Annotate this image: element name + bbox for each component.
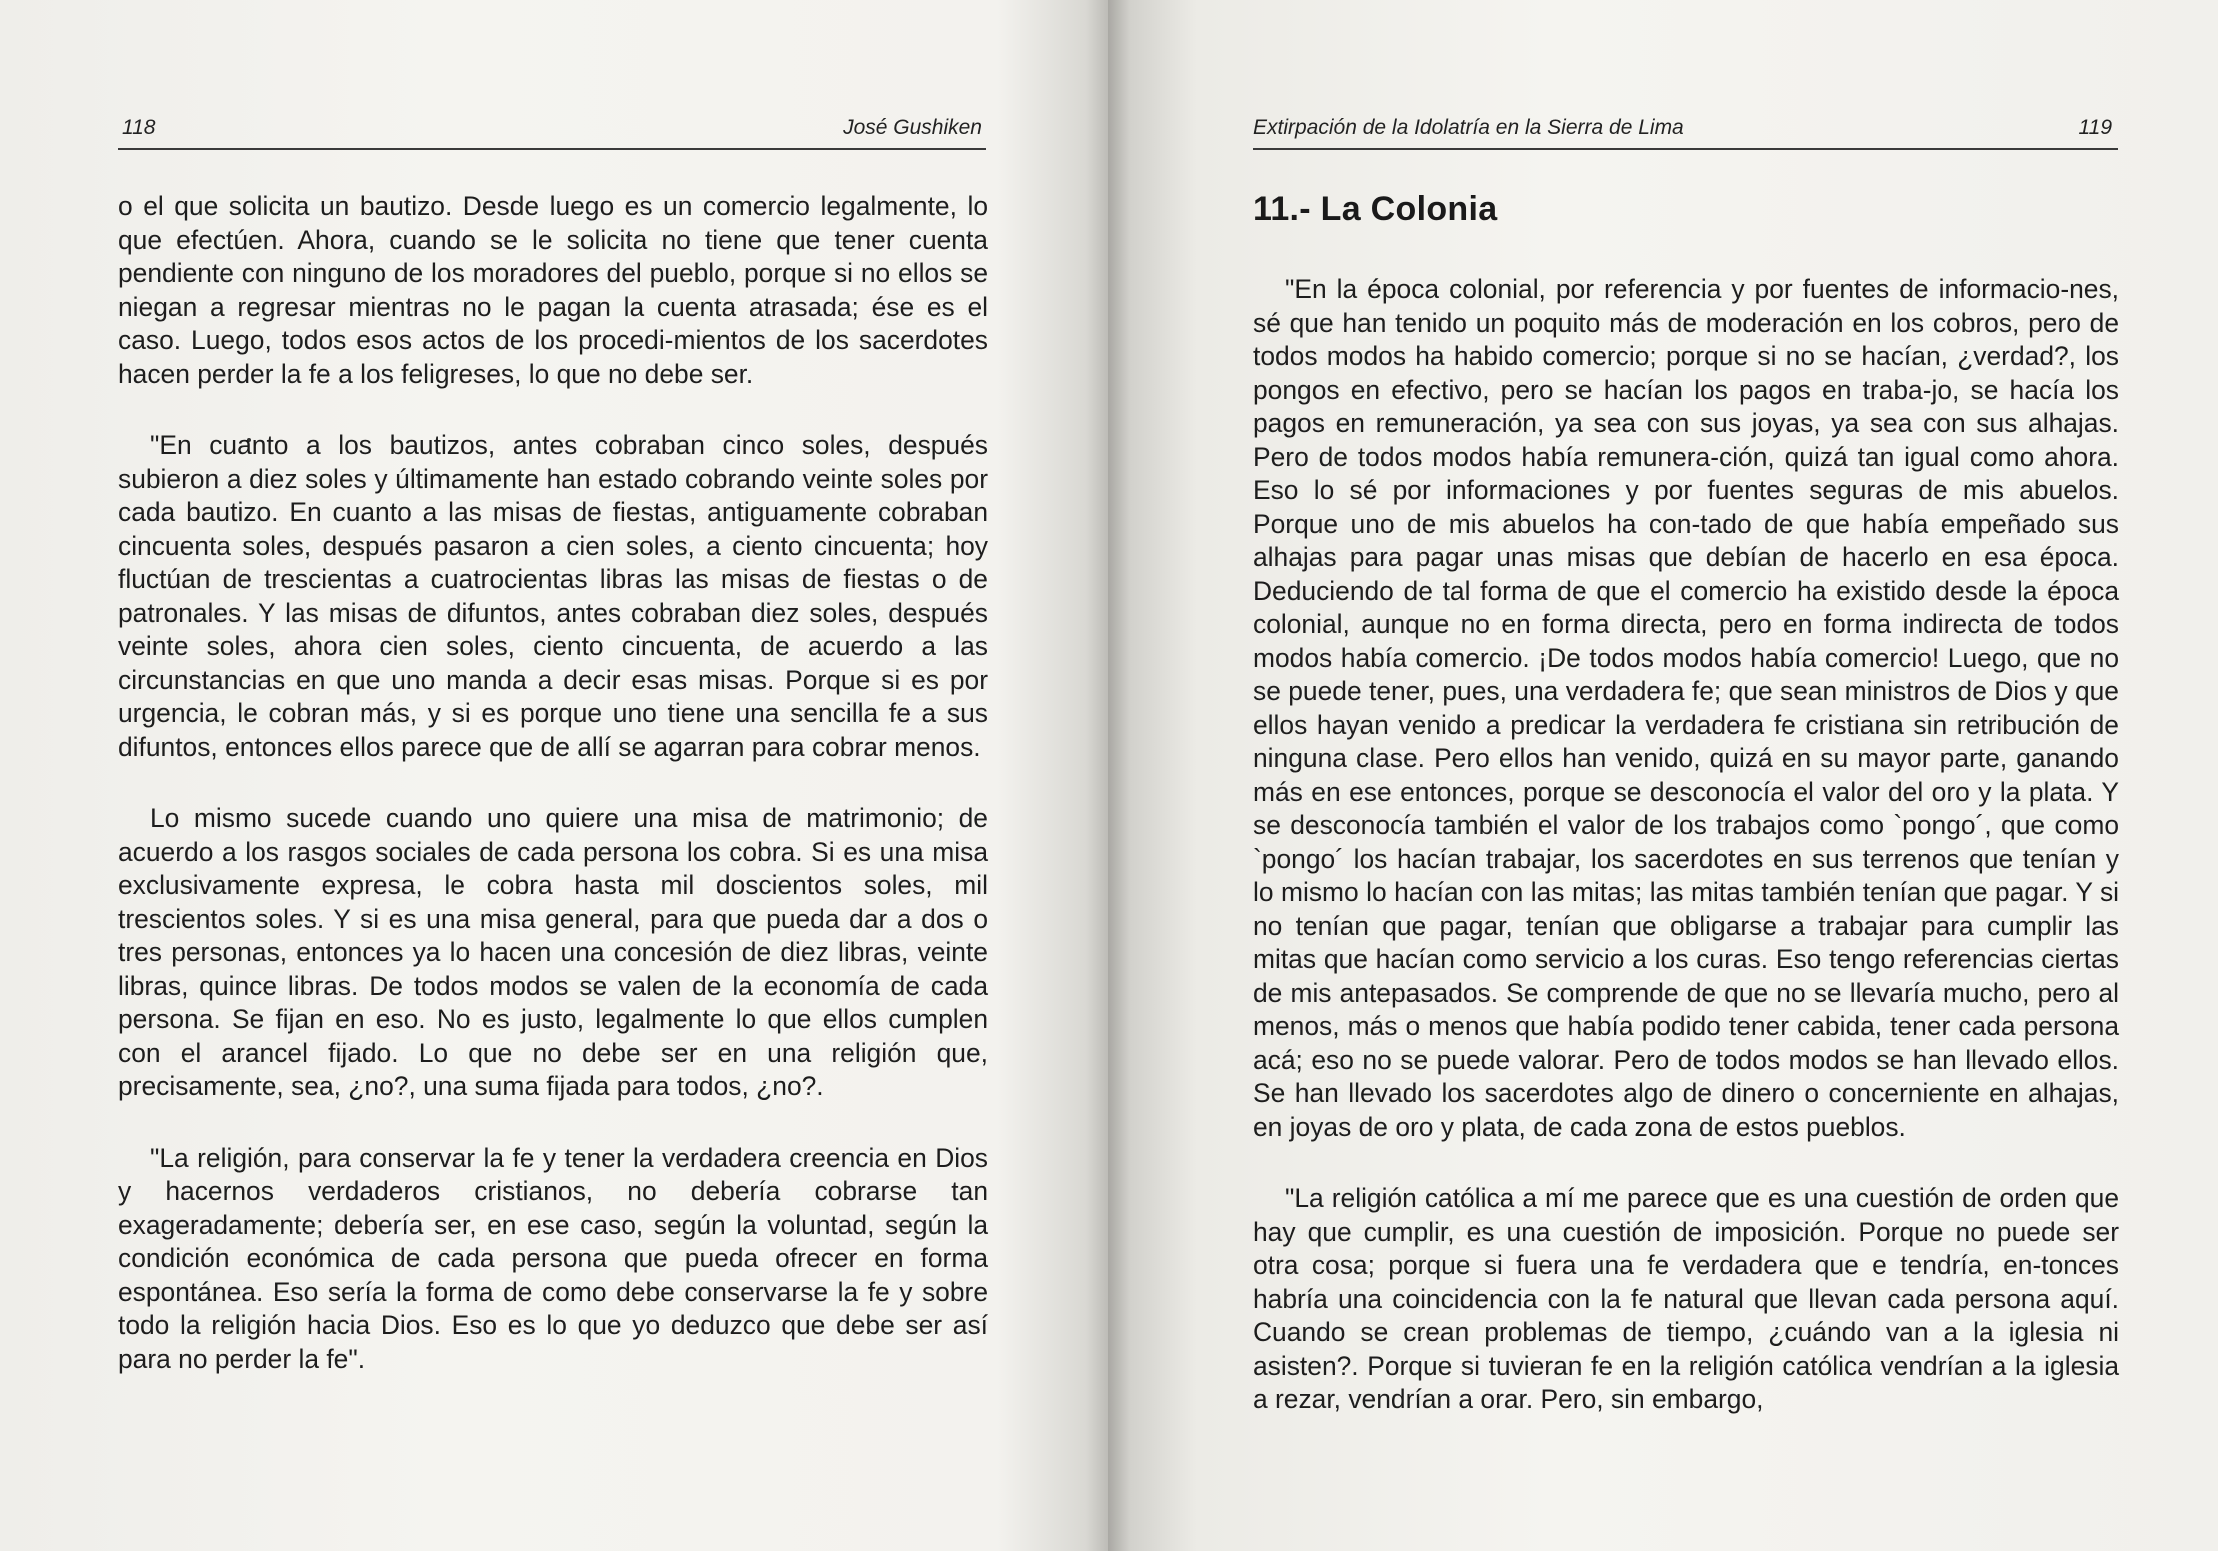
right-page-body [1253,273,2119,1417]
paragraph: Lo mismo sucede cuando uno quiere una misa de matrimonio; de acuerdo a los rasgos sociales de cada persona los cobra. Si es una misa exclusivamente expresa, le cobra hasta mil doscientos soles, mil trescientos soles. Y si es una misa general, para que pueda dar a dos o tres personas, entonces ya lo hacen una concesión de diez libras, veinte libras, quince libras. De todos modos se valen de la economía de cada persona. Se fijan en eso. No es justo, legalmente lo que ellos cumplen con el arancel fijado. Lo que no debe ser en una religión que, precisamente, sea, ¿no?, una suma fijada para todos, ¿no?. [118,803,988,1101]
page-number: 118 [122,116,156,139]
paragraph: o el que solicita un bautizo. Desde luego es un comercio legalmente, lo que efectúen. Ahora, cuando se le solicita no tiene que tener cuenta pendiente con ninguno de los moradores del pueblo, porque si no ellos se niegan a regresar mientras no le pagan la cuenta atrasada; ése es el caso. Luego, todos esos actos de los procedi-mientos de los sacerdotes hacen perder la fe a los feligreses, lo que no debe ser. [118,191,988,389]
paragraph: "En la época colonial, por referencia y por fuentes de informacio-nes, sé que han tenido un poquito más de moderación en los cobros, pero de todos modos ha habido comercio; porque si no se hacían, ¿verdad?, los pongos en efectivo, pero se hacían los pagos en traba-jo, se hacía los pagos en remuneración, ya sea con sus joyas, ya sea con sus alhajas. Pero de todos modos había remunera-ción, quizá tan igual como ahora. Eso lo sé por informaciones y por fuentes seguras de mis abuelos. Porque uno de mis abuelos ha con-tado de que había empeñado sus alhajas para pagar unas misas que debían de hacerlo en esa época. Deduciendo de tal forma de que el comercio ha existido desde la época colonial, aunque no en forma directa, pero en forma indirecta de todos modos había comercio. ¡De todos modos había comercio! Luego, que no se puede tener, pues, una verdadera fe; que sean ministros de Dios y que ellos hayan venido a predicar la verdadera fe cristiana sin retribución de ninguna clase. Pero ellos han venido, quizá en su mayor parte, ganando más en ese entonces, porque se desconocía el valor del oro y la plata. Y se desconocía también el valor de los trabajos como `pongo´, que como `pongo´ los hacían trabajar, los sacerdotes en sus terrenos que tenían y lo mismo lo hacían con las mitas; las mitas también tenían que pagar. Y si no tenían que pagar, tenían que obligarse a trabajar para cumplir las mitas que hacían como servicio a los curas. Eso tengo referencias ciertas de mis antepasados. Se comprende de que no se llevaría mucho, pero al menos, más o menos que había podido tener cabida, tener cada persona acá; eso no se puede valorar. Pero de todos modos se han llevado ellos. Se han llevado los sacerdotes algo de dinero o concerniente en alhajas, en joyas de oro y plata, de cada zona de estos pueblos. [1253,274,2119,1142]
right-page-header [1253,108,2118,150]
paragraph: "En cuanto a los bautizos, antes cobraban cinco soles, después subieron a diez soles y últimamente han estado cobrando veinte soles por cada bautizo. En cuanto a las misas de fiestas, antiguamente cobraban cincuenta soles, después pasaron a cien soles, a ciento cincuenta; hoy fluctúan de trescientas a cuatrocientas libras las misas de fiestas o de patronales. Y las misas de difuntos, antes cobraban diez soles, después veinte soles, ahora cien soles, ciento cincuenta, de acuerdo a las circunstancias en que uno manda a decir esas misas. Porque si es por urgencia, le cobran más, y si es porque uno tiene una sencilla fe a sus difuntos, entonces ellos parece que de allí se agarran para cobrar menos. [118,430,988,762]
left-page-body [118,190,988,1376]
paragraph: "La religión católica a mí me parece que es una cuestión de orden que hay que cumplir, es una cuestión de imposición. Porque no puede ser otra cosa; porque si fuera una fe verdadera que e tendría, en-tonces habría una coincidencia con la fe natural que llevan cada persona aquí. Cuando se crean problemas de tiempo, ¿cuándo van a la iglesia ni asisten?. Porque si tuvieran fe en la religión católica vendrían a la iglesia a rezar, vendrían a orar. Pero, sin embargo, [1253,1183,2119,1414]
left-page [0,0,1108,1551]
running-header: Extirpación de la Idolatría en la Sierra de Lima [1253,116,1684,139]
right-page [1108,0,2218,1551]
section-title: 11.- La Colonia [1253,190,1498,228]
left-page-header [118,108,986,150]
page-number: 119 [2078,116,2112,139]
paragraph: "La religión, para conservar la fe y tener la verdadera creencia en Dios y hacernos verdaderos cristianos, no debería cobrarse tan exageradamente; debería ser, en ese caso, según la voluntad, según la condición económica de cada persona que pueda ofrecer en forma espontánea. Eso sería la forma de como debe conservarse la fe y sobre todo la religión hacia Dios. Eso es lo que yo deduzco que debe ser así para no perder la fe". [118,1142,988,1374]
running-header: José Gushiken [843,116,982,139]
